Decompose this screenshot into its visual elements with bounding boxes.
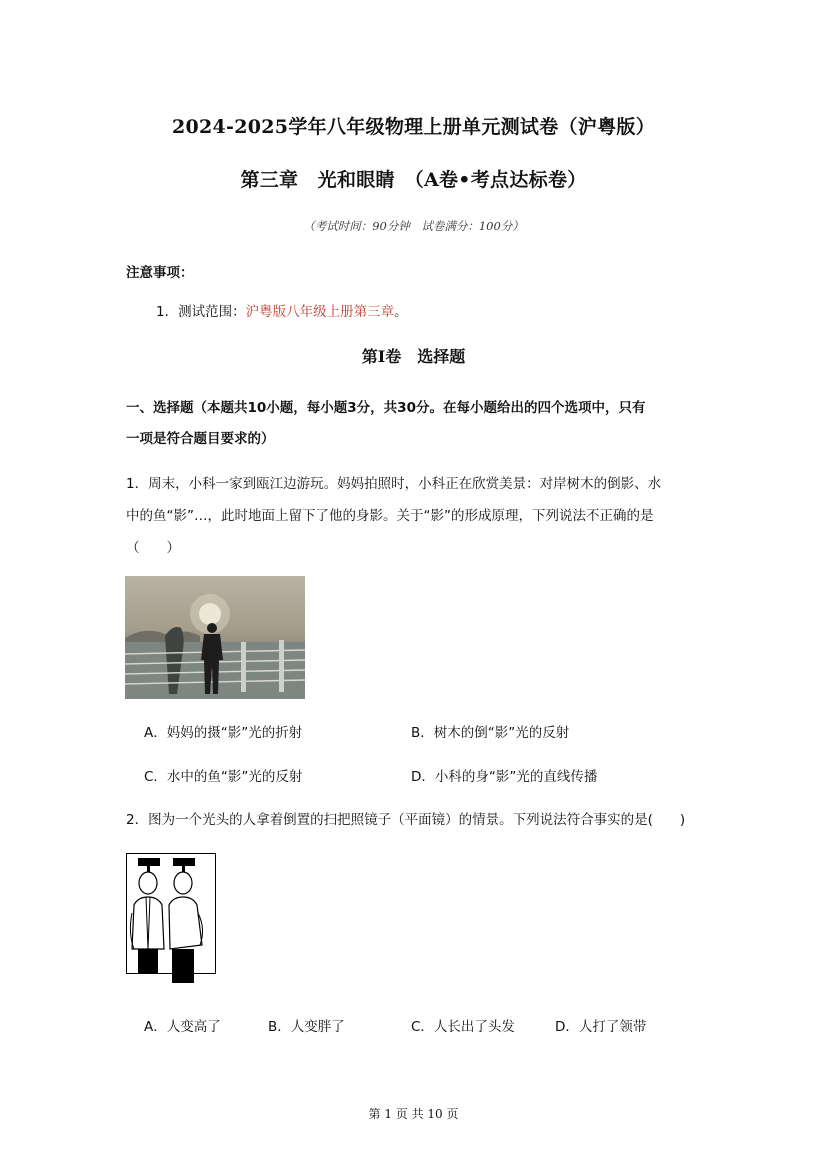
section-title: 第Ⅰ卷 选择题 <box>361 347 466 366</box>
notice-item-prefix: 1．测试范围： <box>156 304 246 320</box>
q2-option-c: C．人长出了头发 <box>411 1019 515 1035</box>
q1-option-d: D．小科的身“影”光的直线传播 <box>411 769 598 785</box>
q2-mirror-illustration <box>126 853 216 983</box>
q1-option-c: C．水中的鱼“影”光的反射 <box>144 769 303 785</box>
notice-item-suffix: 。 <box>394 304 408 320</box>
notice-heading: 注意事项： <box>126 265 194 281</box>
notice-item <box>156 300 408 320</box>
q2-option-d: D．人打了领带 <box>555 1019 647 1035</box>
exam-info: （考试时间：90分钟 试卷满分：100分） <box>303 219 524 233</box>
q1-riverside-photo <box>125 576 305 699</box>
q1-text-line2: 中的鱼“影”…，此时地面上留下了他的身影。关于“影”的形成原理，下列说法不正确的是 <box>126 508 654 524</box>
q1-text-line1: 1．周末，小科一家到瓯江边游玩。妈妈拍照时，小科正在欣赏美景：对岸树木的倒影、水 <box>126 476 662 492</box>
part1-instructions-line1: 一、选择题（本题共10小题，每小题3分，共30分。在每小题给出的四个选项中，只有 <box>126 400 646 416</box>
chapter-subtitle: 第三章 光和眼睛 （A卷•考点达标卷） <box>240 169 587 191</box>
q2-option-a: A．人变高了 <box>144 1019 221 1035</box>
q1-option-b: B．树木的倒“影”光的反射 <box>411 725 570 741</box>
q1-text-line3: （ ） <box>126 540 180 556</box>
part1-instructions-line2: 一项是符合题目要求的） <box>126 431 275 447</box>
q2-option-b: B．人变胖了 <box>268 1019 345 1035</box>
q2-text-line1: 2．图为一个光头的人拿着倒置的扫把照镜子（平面镜）的情景。下列说法符合事实的是( ) <box>126 812 686 828</box>
q1-photo-scene <box>125 576 305 699</box>
page-footer: 第 1 页 共 10 页 <box>368 1107 459 1121</box>
q1-option-a: A．妈妈的摄“影”光的折射 <box>144 725 303 741</box>
document-title: 2024-2025学年八年级物理上册单元测试卷（沪粤版） <box>171 116 656 138</box>
q2-mirror-figure <box>126 853 216 983</box>
notice-item-highlight: 沪粤版八年级上册第三章 <box>245 304 395 320</box>
